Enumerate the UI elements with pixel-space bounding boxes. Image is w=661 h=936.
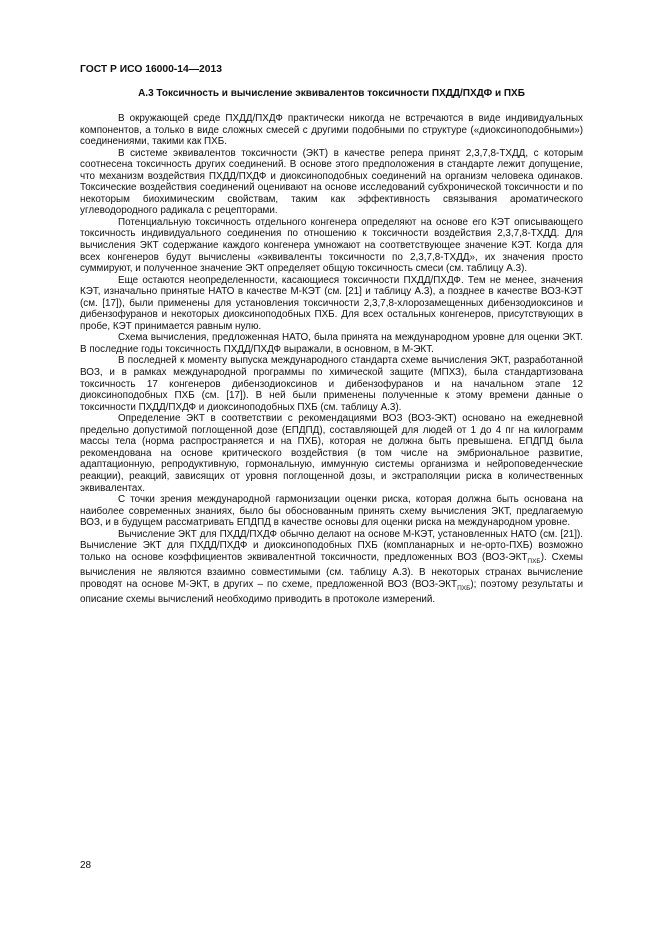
paragraph: Потенциальную токсичность отдельного конгенера определяют на основе его КЭТ описывающего токсичность индивидуального соединения по отношению к токсичности воздействия 2,3,7,8-ТХДД. Для вычисления ЭКТ содержание каждого конгенера умножают на соответствующее значение КЭТ. Когда для всех конгенеров будут вычислены «эквиваленты токсичности по 2,3,7,8-ТХДД», их значения просто суммируют, и полученное значение ЭКТ определяет общую токсичность смеси (см. таблицу А.3). [80,216,583,275]
paragraph-last [80,529,583,606]
paragraph: В последней к моменту выпуска международного стандарта схеме вычисления ЭКТ, разработанной ВОЗ, и в рамках международной программы по химической защите (МПХЗ), была стандартизована токсичность 17 конгенеров дибензодиоксинов и дибензофуранов и на начальном этапе 12 диоксиноподобных ПХБ (см. [17]). В ней были применены полученные к этому времени данные о токсичности ПХДД/ПХДФ и диоксиноподобных ПХБ (см. таблицу А.3). [80,355,583,413]
paragraph: Еще остаются неопределенности, касающиеся токсичности ПХДД/ПХДФ. Тем не менее, значения КЭТ, изначально принятые НАТО в качестве М-КЭТ (см. [21] и таблицу А.3), а позднее в качестве ВОЗ-КЭТ (см. [17]), были применены для установления токсичности 2,3,7,8-хлорозамещенных дибензодиоксинов и дибензофуранов и некоторых диоксиноподобных ПХБ. Для всех остальных конгенеров, присутствующих в пробе, КЭТ принимается равным нулю. [80,274,583,332]
paragraph: В окружающей среде ПХДД/ПХДФ практически никогда не встречаются в виде индивидуальных компонентов, а только в виде сложных смесей с другими подобными по структуре («диоксиноподобными») соединениями, такими как ПХБ. [80,113,583,148]
page-number: 28 [80,860,92,871]
subscript: ПХБ [527,557,541,565]
subscript: ПХБ [457,584,471,592]
paragraph-text: ). Схемы вычисления не являются взаимно совместимыми (см. таблицу А.3). В некоторых странах вычисление проводят на основе М-ЭКТ, в других – по схеме, предложенной ВОЗ (ВОЗ-ЭКТ [80,551,583,590]
paragraph: С точки зрения международной гармонизации оценки риска, которая должна быть основана на наиболее современных знаниях, было бы обоснованным принять схему вычисления ЭКТ, предлагаемую ВОЗ, и в будущем рассматривать ЕПДПД в качестве основы для оценки риска на международном уровне. [80,494,583,529]
document-header: ГОСТ Р ИСО 16000-14—2013 [80,64,222,75]
paragraph-text: ); поэтому результаты и описание схемы вычислений необходимо приводить в протоколе измерений. [80,578,583,606]
paragraph: В системе эквивалентов токсичности (ЭКТ) в качестве репера принят 2,3,7,8-ТХДД, с которым соотнесена токсичность других соединений. В основе этого предположения в стандарте лежит допущение, что механизм воздействия ПХДД/ПХДФ и диоксиноподобных соединений на организм человека одинаков. Токсические воздействия соединений оценивают на основе исследований субхронической токсичности и по некоторым биохимическим свойствам, таким как эффективность связывания ароматического углеводородного радикала с рецепторами. [80,147,583,217]
section-title: А.3 Токсичность и вычисление эквивалентов токсичности ПХДД/ПХДФ и ПХБ [138,88,525,99]
paragraph: Определение ЭКТ в соответствии с рекомендациями ВОЗ (ВОЗ-ЭКТ) основано на ежедневной предельно допустимой поглощенной дозе (ЕПДПД), составляющей для людей от 1 до 4 пг на килограмм массы тела (норма распространяется и на ПХБ), которая не должна быть превышена. ЕПДПД была рекомендована на основе критического воздействия (в том числе на эмбриональное развитие, адаптационную, репродуктивную, гормональную, иммунную системы организма и нейроповеденческие реакции), реакций, зависящих от уровня поглощенной дозы, и экстраполяции риска в количественных эквивалентах. [80,413,583,494]
document-body [80,113,583,606]
paragraph: Схема вычисления, предложенная НАТО, была принята на международном уровне для оценки ЭКТ. В последние годы токсичность ПХДД/ПХДФ выражали, в основном, в М-ЭКТ. [80,332,583,355]
paragraph-text: Вычисление ЭКТ для ПХДД/ПХДФ обычно делают на основе М-КЭТ, установленных НАТО (см. [21]). Вычисление ЭКТ для ПХДД/ПХДФ и диоксиноподобных ПХБ (компланарных и не-орто-ПХБ) возможно только на основе коэффициентов эквивалентной токсичности, предложенных ВОЗ (ВОЗ-ЭКТ [80,528,583,563]
